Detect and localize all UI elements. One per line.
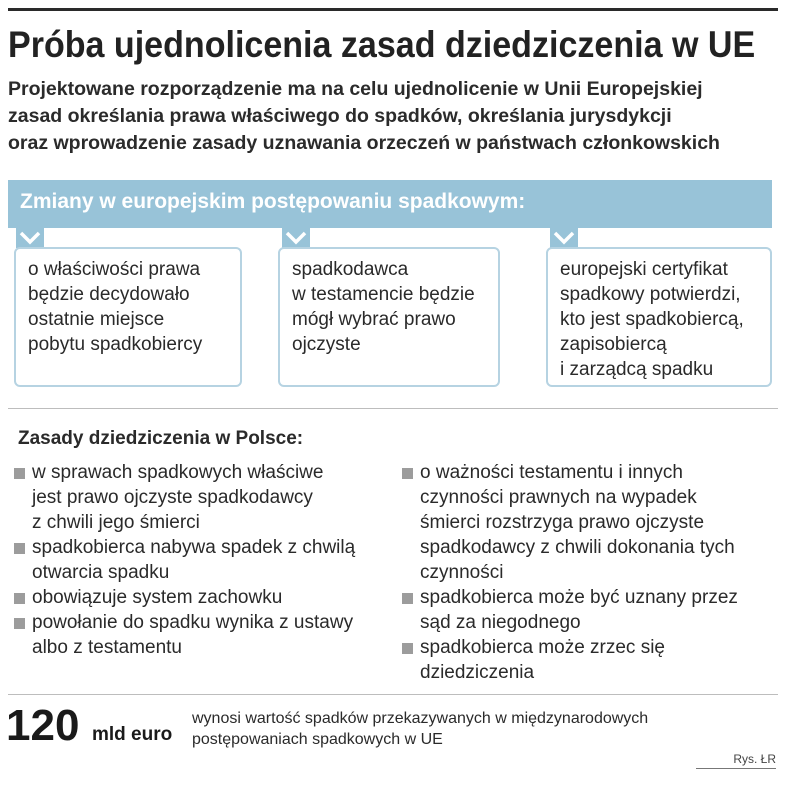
list-line: albo z testamentu — [32, 637, 182, 658]
list-item — [12, 460, 355, 535]
chevron-down-icon — [282, 228, 310, 248]
list-line: czynności — [420, 562, 504, 583]
bullet-square-icon — [14, 593, 25, 604]
divider — [8, 408, 778, 409]
list-line: sąd za niegodnego — [420, 612, 581, 633]
change-box-3 — [546, 247, 772, 387]
subtitle-line: Projektowane rozporządzenie ma na celu ujednolicenie w Unii Europejskiej — [8, 78, 703, 100]
stat-value: 120 — [6, 701, 80, 750]
bullet-square-icon — [14, 618, 25, 629]
list-line: spadkodawcy z chwili dokonania tych — [420, 537, 735, 558]
list-line: jest prawo ojczyste spadkodawcy — [32, 487, 313, 508]
list-line: spadkobierca może być uznany przez — [420, 587, 738, 608]
stat-note — [192, 708, 648, 750]
credit: Rys. ŁR — [696, 752, 776, 769]
divider — [8, 694, 778, 695]
banner-label: Zmiany w europejskim postępowaniu spadkowym: — [20, 190, 526, 213]
chevron-down-icon — [550, 228, 578, 248]
list-line: o ważności testamentu i innych — [420, 462, 683, 483]
list-line: dziedziczenia — [420, 662, 535, 683]
list-item — [12, 610, 355, 660]
list-item — [400, 585, 738, 635]
bullet-square-icon — [402, 593, 413, 604]
list-line: spadkobierca może zrzec się — [420, 637, 665, 658]
list-line: otwarcia spadku — [32, 562, 170, 583]
change-box-2 — [278, 247, 500, 387]
box-line: będzie decydowało — [28, 284, 190, 305]
list-line: spadkobierca nabywa spadek z chwilą — [32, 537, 356, 558]
bullet-square-icon — [14, 543, 25, 554]
list-line: w sprawach spadkowych właściwe — [32, 462, 324, 483]
bullet-square-icon — [14, 468, 25, 479]
subtitle — [8, 76, 798, 157]
subtitle-line: zasad określania prawa właściwego do spadków, określania jurysdykcji — [8, 105, 672, 127]
box-line: spadkowy potwierdzi, — [560, 284, 741, 305]
page-title: Próba ujednolicenia zasad dziedziczenia w UE — [8, 24, 756, 65]
list-line: z chwili jego śmierci — [32, 512, 200, 533]
list-item — [400, 635, 738, 685]
poland-list-left — [12, 460, 355, 660]
box-line: pobytu spadkobiercy — [28, 334, 203, 355]
eu-changes-banner — [8, 180, 772, 228]
poland-list-right — [400, 460, 738, 685]
chevron-down-icon — [16, 228, 44, 248]
box-line: spadkodawca — [292, 259, 409, 280]
list-line: śmierci rozstrzyga prawo ojczyste — [420, 512, 705, 533]
box-line: kto jest spadkobiercą, — [560, 309, 744, 330]
box-line: mógł wybrać prawo — [292, 309, 456, 330]
list-item — [12, 535, 355, 585]
bullet-square-icon — [402, 468, 413, 479]
box-line: europejski certyfikat — [560, 259, 728, 280]
box-line: zapisobiercą — [560, 334, 667, 355]
box-line: ojczyste — [292, 334, 361, 355]
list-line: powołanie do spadku wynika z ustawy — [32, 612, 354, 633]
poland-section-title: Zasady dziedziczenia w Polsce: — [18, 428, 304, 449]
subtitle-line: oraz wprowadzenie zasady uznawania orzeczeń w państwach członkowskich — [8, 132, 720, 154]
list-line: obowiązuje system zachowku — [32, 587, 283, 608]
box-line: o właściwości prawa — [28, 259, 201, 280]
box-line: w testamencie będzie — [292, 284, 475, 305]
box-line: i zarządcą spadku — [560, 359, 714, 380]
stat-note-line: postępowaniach spadkowych w UE — [192, 731, 443, 748]
list-item — [400, 460, 738, 585]
list-line: czynności prawnych na wypadek — [420, 487, 697, 508]
box-line: ostatnie miejsce — [28, 309, 165, 330]
change-box-1 — [14, 247, 242, 387]
stat-note-line: wynosi wartość spadków przekazywanych w międzynarodowych — [192, 710, 649, 727]
list-item — [12, 585, 355, 610]
bullet-square-icon — [402, 643, 413, 654]
stat-unit: mld euro — [92, 724, 173, 745]
top-rule — [8, 8, 778, 11]
